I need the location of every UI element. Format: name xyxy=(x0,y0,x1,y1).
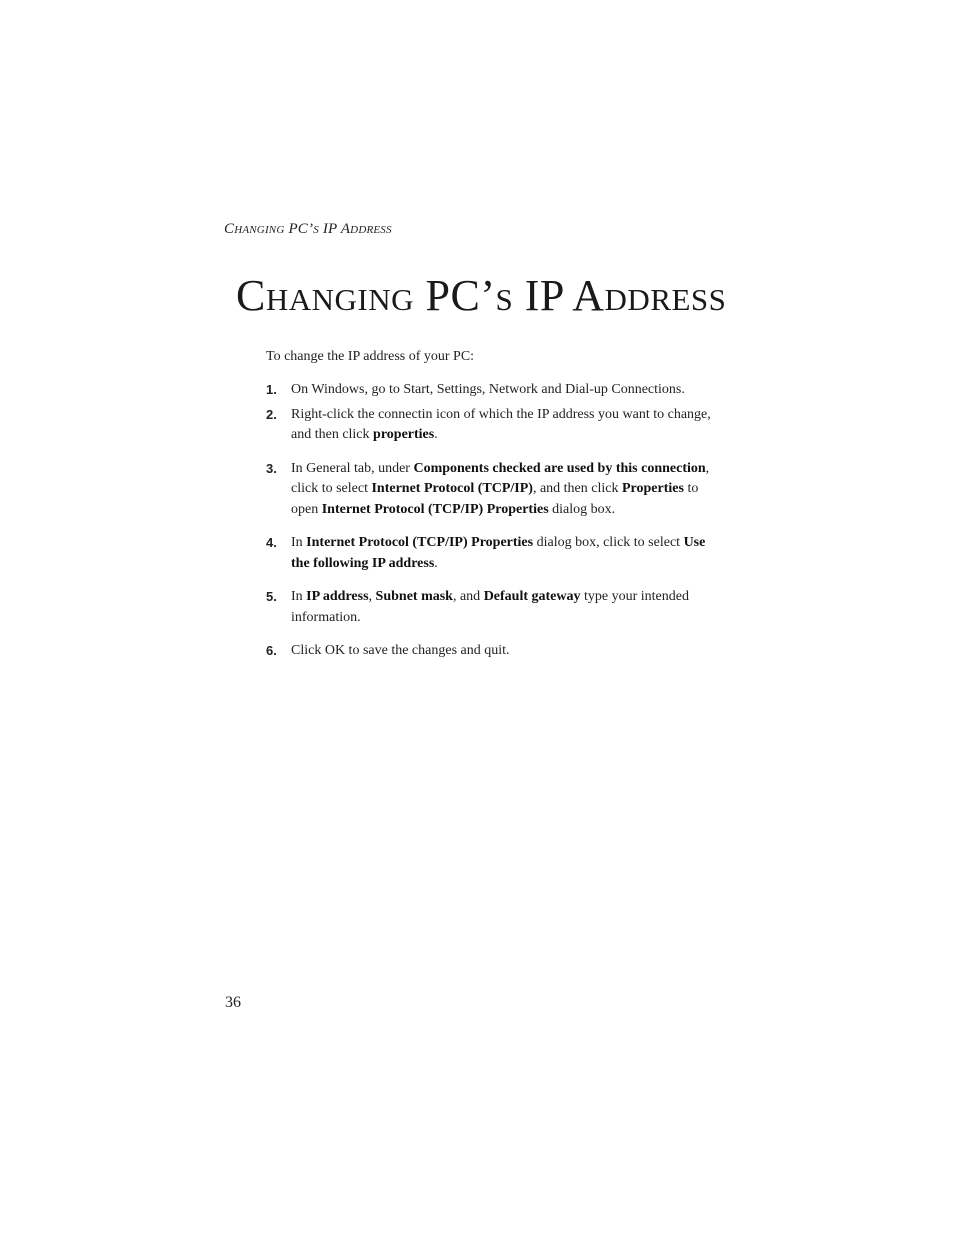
step-text xyxy=(291,382,685,397)
step-item xyxy=(266,405,726,446)
step-text-bold-run: properties xyxy=(373,427,435,442)
step-text xyxy=(291,407,711,443)
step-text-bold-run: Internet Protocol (TCP/IP) Properties xyxy=(321,501,549,517)
step-text-run: , and then click xyxy=(532,481,622,496)
step-number: 5. xyxy=(266,589,277,604)
step-text-run: Right-click the connectin icon of which the IP address you want to change, and then click xyxy=(291,406,711,442)
step-text-run: dialog box. xyxy=(548,501,616,517)
step-text-run: In xyxy=(291,589,307,604)
step-text xyxy=(291,535,705,571)
step-text-run: to open xyxy=(291,481,699,517)
steps-list xyxy=(266,380,726,662)
intro-text: To change the IP address of your PC: xyxy=(266,349,475,364)
step-text xyxy=(291,589,689,625)
step-item xyxy=(266,533,726,574)
step-text xyxy=(291,461,709,517)
step-text-run: dialog box, click to select xyxy=(533,535,684,550)
step-number: 4. xyxy=(266,535,277,550)
step-item xyxy=(266,641,726,662)
step-item xyxy=(266,459,726,521)
step-text-run: , and xyxy=(452,589,484,604)
step-text-run: Click OK to save the changes and quit. xyxy=(291,643,510,658)
page-number: 36 xyxy=(225,994,241,1011)
step-number: 2. xyxy=(266,406,277,422)
step-text-run: On Windows, go to Start, Settings, Network and Dial-up Connections. xyxy=(291,382,685,397)
running-header: Changing PC’s IP Address xyxy=(224,221,392,237)
step-text-run: In General tab, under xyxy=(291,460,414,476)
step-number: 6. xyxy=(266,643,277,658)
step-text-bold-run: Properties xyxy=(621,481,684,496)
step-text-bold-run: Internet Protocol (TCP/IP) Properties xyxy=(306,535,534,550)
step-text-bold-run: Internet Protocol (TCP/IP) xyxy=(371,481,533,496)
step-text-run: . xyxy=(434,555,438,571)
step-text xyxy=(291,643,510,658)
step-text-bold-run: Default gateway xyxy=(483,589,581,604)
step-number: 1. xyxy=(266,382,277,397)
step-item xyxy=(266,587,726,628)
step-text-bold-run: IP address xyxy=(306,589,369,604)
step-text-run: , click to select xyxy=(291,460,710,496)
step-text-bold-run: Components checked are used by this connection xyxy=(413,460,706,476)
step-text-run: type your intended information. xyxy=(291,589,689,625)
step-text-run: In xyxy=(291,535,307,550)
step-text-run: , xyxy=(368,589,376,604)
step-number: 3. xyxy=(266,460,277,476)
step-text-bold-run: Subnet mask xyxy=(375,589,453,604)
page-title: Changing PC’s IP Address xyxy=(236,271,727,320)
step-text-bold-run: Use the following IP address xyxy=(291,535,706,571)
step-item xyxy=(266,380,726,401)
step-text-run: . xyxy=(434,427,438,442)
